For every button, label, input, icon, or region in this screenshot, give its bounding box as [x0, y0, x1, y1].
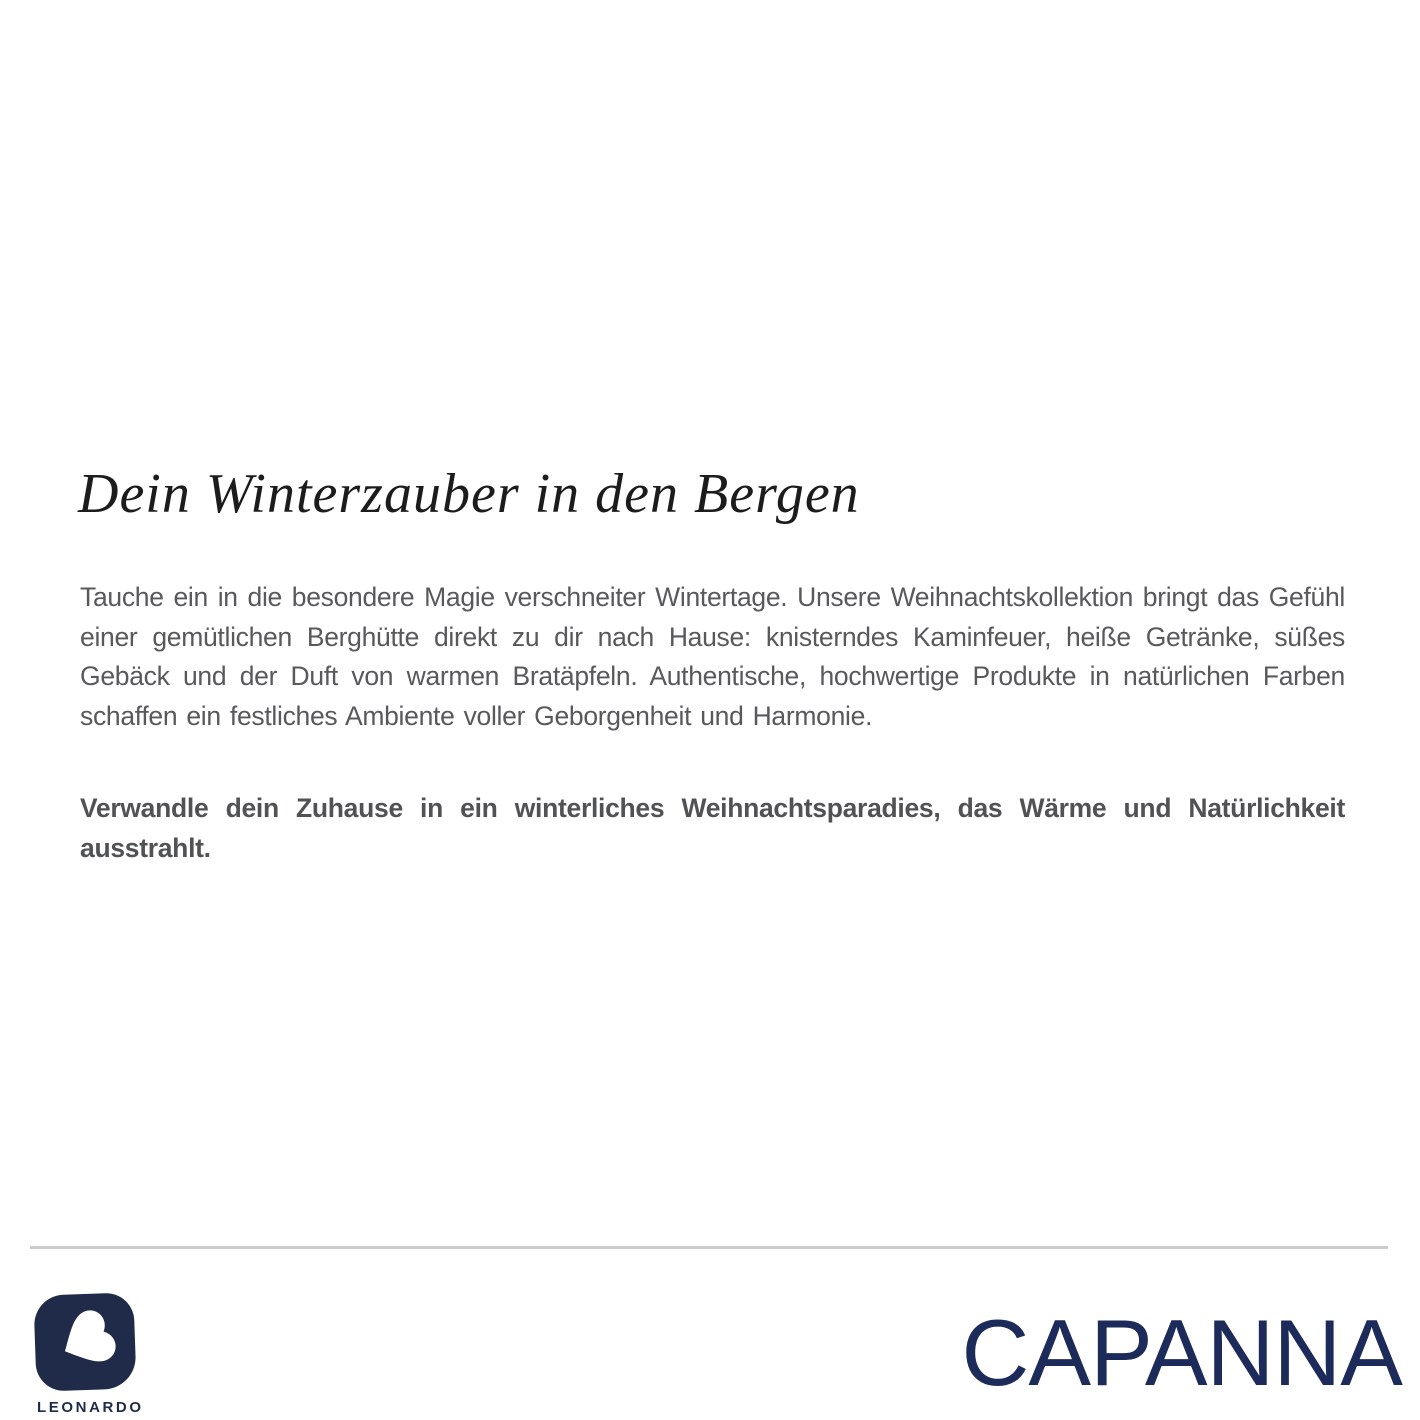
heart-icon: [52, 1306, 118, 1377]
footer-divider: [30, 1246, 1388, 1249]
logo-wordmark: LEONARDO: [37, 1399, 144, 1416]
page-title: Dein Winterzauber in den Bergen: [78, 463, 860, 525]
leonardo-logo: [35, 1294, 145, 1416]
intro-paragraph: Tauche ein in die besondere Magie verschneiter Wintertage. Unsere Weihnachtskollektion bringt das Gefühl einer gemütlichen Berghütte direkt zu dir nach Hause: knisterndes Kaminfeuer, heiße Getränke, süßes Gebäck und der Duft von warmen Bratäpfeln. Authentische, hochwertige Produkte in natürlichen Farben schaffen ein festliches Ambiente voller Geborgenheit und Harmonie.: [80, 582, 1345, 731]
brand-wordmark: CAPANNA: [961, 1300, 1402, 1405]
logo-squircle: [33, 1292, 136, 1391]
highlight-paragraph: Verwandle dein Zuhause in ein winterliches Weihnachtsparadies, das Wärme und Natürlichkeit ausstrahlt.: [80, 793, 1345, 863]
